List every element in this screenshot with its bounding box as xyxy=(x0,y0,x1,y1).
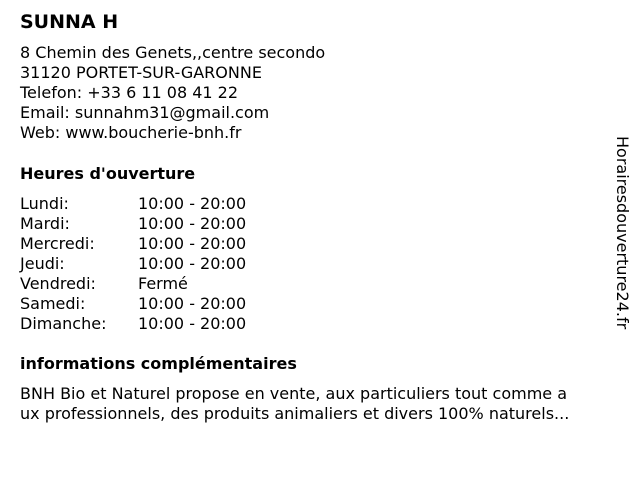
day-time: 10:00 - 20:00 xyxy=(138,294,247,313)
day-label: Mardi: xyxy=(20,214,70,233)
hours-row-monday xyxy=(20,194,246,214)
business-description xyxy=(20,384,630,424)
day-time: Fermé xyxy=(138,274,188,293)
day-time: 10:00 - 20:00 xyxy=(138,234,247,253)
hours-heading: Heures d'ouverture xyxy=(20,164,196,183)
hours-row-friday xyxy=(20,274,246,294)
description-line-2: ux professionnels, des produits animaliers et divers 100% naturels... xyxy=(20,404,570,423)
day-time: 10:00 - 20:00 xyxy=(138,194,247,213)
phone-text: Telefon: +33 6 11 08 41 22 xyxy=(20,83,239,102)
day-label: Jeudi: xyxy=(20,254,65,273)
hours-row-wednesday xyxy=(20,234,246,254)
day-time: 10:00 - 20:00 xyxy=(138,214,247,233)
info-heading: informations complémentaires xyxy=(20,354,297,373)
day-time: 10:00 - 20:00 xyxy=(138,254,247,273)
day-label: Mercredi: xyxy=(20,234,95,253)
site-watermark: Horairesdouverture24.fr xyxy=(613,136,632,330)
business-name: SUNNA H xyxy=(20,11,119,33)
day-label: Lundi: xyxy=(20,194,69,213)
address-line-1: 8 Chemin des Genets,,centre secondo xyxy=(20,43,326,62)
hours-row-tuesday xyxy=(20,214,246,234)
hours-row-saturday xyxy=(20,294,246,314)
address-line-2: 31120 PORTET-SUR-GARONNE xyxy=(20,63,262,82)
contact-block xyxy=(20,43,325,143)
hours-row-thursday xyxy=(20,254,246,274)
opening-hours-table xyxy=(20,194,246,334)
day-label: Vendredi: xyxy=(20,274,96,293)
website-text: Web: www.boucherie-bnh.fr xyxy=(20,123,242,142)
description-line-1: BNH Bio et Naturel propose en vente, aux particuliers tout comme a xyxy=(20,384,568,403)
email-text: Email: sunnahm31@gmail.com xyxy=(20,103,270,122)
day-label: Samedi: xyxy=(20,294,86,313)
day-time: 10:00 - 20:00 xyxy=(138,314,247,333)
day-label: Dimanche: xyxy=(20,314,107,333)
hours-row-sunday xyxy=(20,314,246,334)
